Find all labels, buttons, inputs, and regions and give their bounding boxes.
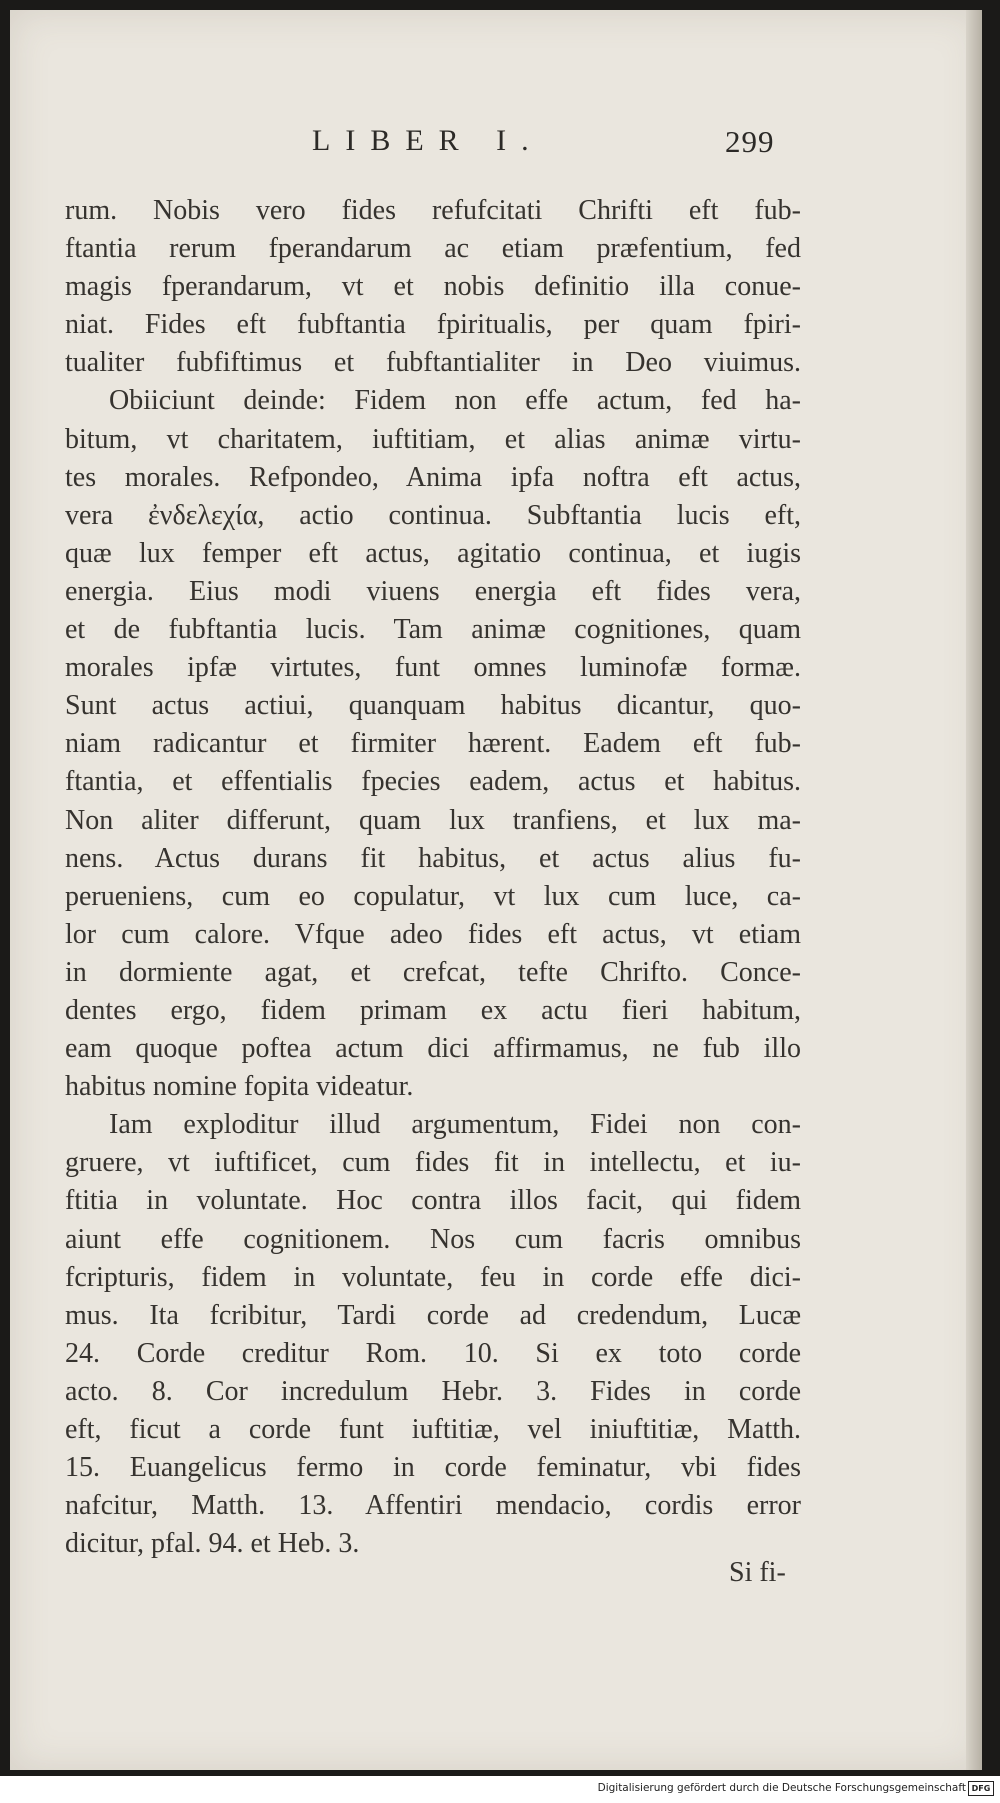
catchword: Si fi- xyxy=(729,1557,786,1588)
text-line: eam quoque poftea actum dici affirmamus, ne fub illo xyxy=(65,1033,801,1065)
text-line: Sunt actus actiui, quanquam habitus dicantur, quo- xyxy=(65,690,801,722)
text-line: in dormiente agat, et crefcat, tefte Chrifto. Conce- xyxy=(65,956,801,988)
text-line: rum. Nobis vero fides refufcitati Chrifti eft fub- xyxy=(65,195,801,226)
text-line: niat. Fides eft fubftantia fpiritualis, per quam fpiri- xyxy=(65,309,801,341)
text-line: Non aliter differunt, quam lux tranfiens, et lux ma- xyxy=(65,804,801,836)
text-line: eft, ficut a corde funt iuftitiæ, vel iniuftitiæ, Matth. xyxy=(65,1414,801,1445)
body-text xyxy=(65,192,801,1563)
text-line: tes morales. Refpondeo, Anima ipfa noftra eft actus, xyxy=(65,461,801,493)
book-page xyxy=(10,10,982,1770)
text-line: 24. Corde creditur Rom. 10. Si ex toto corde xyxy=(65,1337,801,1369)
text-line: 15. Euangelicus fermo in corde feminatur, vbi fides xyxy=(65,1452,801,1484)
text-line: ftantia, et effentialis fpecies eadem, actus et habitus. xyxy=(65,766,801,798)
text-line: perueniens, cum eo copulatur, vt lux cum luce, ca- xyxy=(65,880,801,912)
text-line: niam radicantur et firmiter hærent. Eadem eft fub- xyxy=(65,728,801,760)
text-line: nafcitur, Matth. 13. Affentiri mendacio, cordis error xyxy=(65,1490,801,1522)
text-line: fcripturis, fidem in voluntate, feu in corde effe dici- xyxy=(65,1261,801,1293)
text-line: ftitia in voluntate. Hoc contra illos facit, qui fidem xyxy=(65,1185,801,1217)
text-line: ftantia rerum fperandarum ac etiam præfentium, fed xyxy=(65,233,801,265)
digitization-credit: Digitalisierung gefördert durch die Deutsche Forschungsgemeinschaft xyxy=(597,1782,966,1794)
text-line: lor cum calore. Vfque adeo fides eft actus, vt etiam xyxy=(65,918,801,950)
text-line: nens. Actus durans fit habitus, et actus alius fu- xyxy=(65,842,801,874)
text-line: dentes ergo, fidem primam ex actu fieri habitum, xyxy=(65,994,801,1026)
running-head: LIBER I. xyxy=(312,124,544,157)
page-number: 299 xyxy=(725,124,775,159)
text-line: magis fperandarum, vt et nobis definitio illa conue- xyxy=(65,271,801,303)
text-line: Obiiciunt deinde: Fidem non effe actum, fed ha- xyxy=(109,385,801,417)
page-header xyxy=(10,124,982,164)
text-line: vera ἐνδελεχία, actio continua. Subftantia lucis eft, xyxy=(65,499,801,531)
text-line: habitus nomine fopita videatur. xyxy=(65,1071,414,1103)
text-line: acto. 8. Cor incredulum Hebr. 3. Fides in corde xyxy=(65,1375,801,1407)
text-line: et de fubftantia lucis. Tam animæ cognitiones, quam xyxy=(65,614,801,646)
text-line: morales ipfæ virtutes, funt omnes luminofæ formæ. xyxy=(65,652,801,684)
text-line: tualiter fubfiftimus et fubftantialiter in Deo viuimus. xyxy=(65,347,801,379)
text-line: aiunt effe cognitionem. Nos cum facris omnibus xyxy=(65,1223,801,1255)
text-line: quæ lux femper eft actus, agitatio continua, et iugis xyxy=(65,537,801,569)
text-line: Iam exploditur illud argumentum, Fidei non con- xyxy=(109,1109,801,1141)
text-line: dicitur, pfal. 94. et Heb. 3. xyxy=(65,1528,360,1560)
text-line: bitum, vt charitatem, iuftitiam, et alias animæ virtu- xyxy=(65,423,801,455)
footer-bar xyxy=(0,1776,1000,1803)
page-edge-shadow xyxy=(966,10,982,1770)
text-line: mus. Ita fcribitur, Tardi corde ad credendum, Lucæ xyxy=(65,1299,801,1331)
dfg-logo: DFG xyxy=(968,1781,994,1796)
text-line: gruere, vt iuftificet, cum fides fit in intellectu, et iu- xyxy=(65,1147,801,1179)
text-line: energia. Eius modi viuens energia eft fides vera, xyxy=(65,575,801,607)
